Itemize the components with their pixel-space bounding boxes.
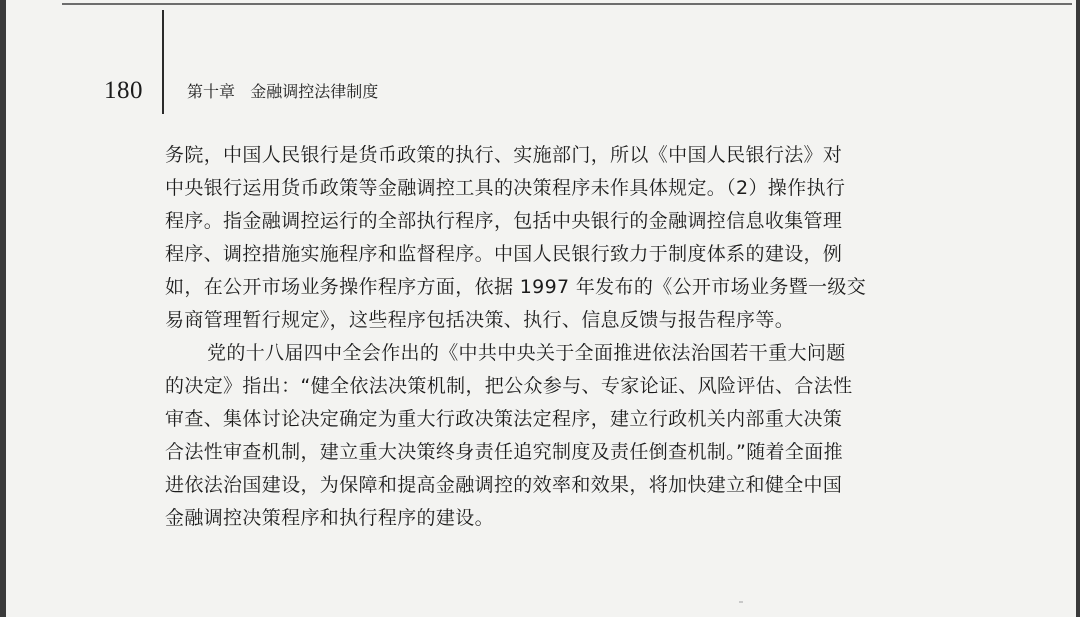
text-line: 程序。指金融调控运行的全部执行程序，包括中央银行的金融调控信息收集管理 [165,210,843,232]
scan-speck [739,601,743,603]
text-line: 务院，中国人民银行是货币政策的执行、实施部门，所以《中国人民银行法》对 [165,144,843,166]
book-page [6,0,1076,617]
text-line: 程序、调控措施实施程序和监督程序。中国人民银行致力于制度体系的建设，例 [165,243,843,265]
header-divider [162,10,164,114]
page-number: 180 [104,77,143,104]
paragraph-first-line: 党的十八届四中全会作出的《中共中央关于全面推进依法治国若干重大问题 [207,342,846,364]
text-line: 的决定》指出：“健全依法决策机制，把公众参与、专家论证、风险评估、合法性 [165,375,853,397]
text-line: 合法性审查机制，建立重大决策终身责任追究制度及责任倒查机制。”随着全面推 [165,441,843,463]
text-line: 进依法治国建设，为保障和提高金融调控的效率和效果，将加快建立和健全中国 [165,474,843,496]
chapter-number: 第十章 [187,82,236,101]
body-text [165,139,975,535]
text-line: 中央银行运用货币政策等金融调控工具的决策程序未作具体规定。（2）操作执行 [165,177,846,199]
chapter-title: 金融调控法律制度 [250,82,379,101]
text-line: 审查、集体讨论决定确定为重大行政决策法定程序，建立行政机关内部重大决策 [165,408,843,430]
text-line: 金融调控决策程序和执行程序的建设。 [165,507,494,529]
text-line: 易商管理暂行规定》，这些程序包括决策、执行、信息反馈与报告程序等。 [165,309,795,331]
text-line: 如，在公开市场业务操作程序方面，依据 1997 年发布的《公开市场业务暨一级交 [165,276,867,298]
running-head [187,80,378,104]
top-edge-rule [62,3,1072,5]
